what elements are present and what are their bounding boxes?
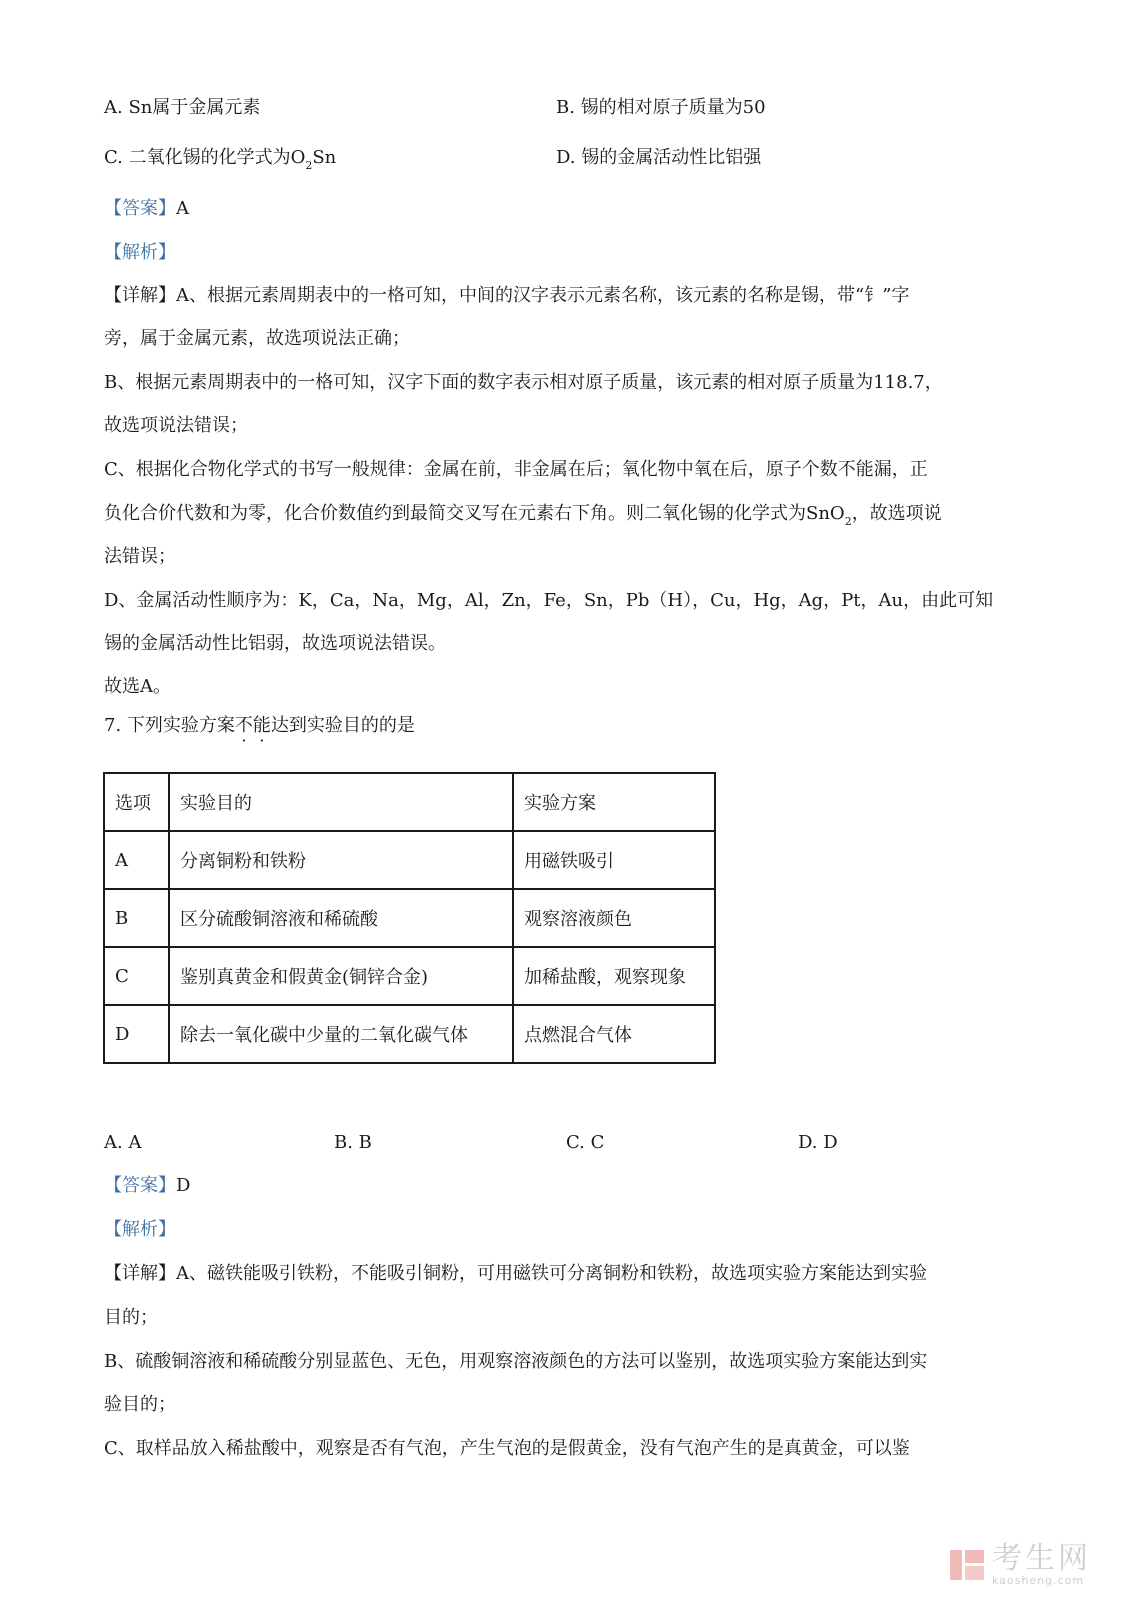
q7-answer — [104, 1174, 1041, 1198]
logo-text — [992, 1543, 1091, 1587]
answer-tag: 【答案】 — [104, 1175, 176, 1196]
q6-option-b: B. 锡的相对原子质量为50 — [556, 97, 766, 118]
q6-option-c — [104, 146, 336, 172]
q7-detail-line-3: B、硫酸铜溶液和稀硫酸分别显蓝色、无色，用观察溶液颜色的方法可以鉴别，故选项实验方案能达到实 — [104, 1351, 928, 1372]
q6-analysis-heading — [104, 241, 1041, 265]
table-cell: 加稀盐酸，观察现象 — [513, 947, 715, 1005]
q6-option-c-tail: Sn — [312, 147, 337, 168]
table-header-row — [104, 773, 715, 831]
answer-value: D — [176, 1175, 191, 1196]
q6-detail-line-5: C、根据化合物化学式的书写一般规律：金属在前，非金属在后；氧化物中氧在后，原子个数不能漏，正 — [104, 459, 928, 480]
q6-detail-line-8: D、金属活动性顺序为：K，Ca，Na，Mg，Al，Zn，Fe，Sn，Pb（H），Cu，Hg，Ag，Pt，Au，由此可知 — [104, 590, 994, 611]
q6-detail-line-4: 故选项说法错误； — [104, 415, 248, 436]
q7-stem-text: 7. 下列实验方案 — [104, 715, 235, 736]
q6-conclusion: 故选A。 — [104, 676, 171, 697]
table-cell: 观察溶液颜色 — [513, 889, 715, 947]
q7-stem-text-tail: 达到实验目的的是 — [270, 715, 415, 736]
watermark-url: kaosheng.com — [992, 1574, 1085, 1587]
table-row — [104, 1005, 715, 1063]
header-cell-plan: 实验方案 — [513, 773, 715, 831]
table-cell: A — [104, 831, 169, 889]
q7-stem-emphasis: 能 — [252, 715, 271, 736]
q6-option-a: A. Sn属于金属元素 — [104, 97, 261, 118]
table-cell: 区分硫酸铜溶液和稀硫酸 — [169, 889, 513, 947]
header-cell-purpose: 实验目的 — [169, 773, 513, 831]
detail-text-tail: ，故选项说 — [851, 503, 942, 524]
q6-option-c-text: C. 二氧化锡的化学式为O — [104, 147, 306, 168]
table-cell: C — [104, 947, 169, 1005]
detail-tag: 【详解】 — [104, 285, 176, 306]
logo-mark-icon — [950, 1548, 984, 1582]
table-cell: 除去一氧化碳中少量的二氧化碳气体 — [169, 1005, 513, 1063]
detail-text: 负化合价代数和为零，化合价数值约到最简交叉写在元素右下角。则二氧化锡的化学式为SnO — [104, 503, 845, 524]
table-cell: 鉴别真黄金和假黄金(铜锌合金) — [169, 947, 513, 1005]
detail-text: A、磁铁能吸引铁粉，不能吸引铜粉，可用磁铁可分离铜粉和铁粉，故选项实验方案能达到实验 — [176, 1263, 927, 1284]
q7-option-c: C. C — [566, 1132, 605, 1153]
q7-option-b: B. B — [334, 1132, 372, 1153]
answer-tag: 【答案】 — [104, 198, 176, 219]
analysis-tag: 【解析】 — [104, 242, 176, 263]
answer-value: A — [176, 198, 189, 219]
table-cell: B — [104, 889, 169, 947]
formula-subscript: 2 — [844, 515, 852, 528]
detail-text: A、根据元素周期表中的一格可知，中间的汉字表示元素名称，该元素的名称是锡，带“钅”字 — [176, 285, 910, 306]
watermark-name: 考生网 — [992, 1541, 1091, 1576]
table-row — [104, 947, 715, 1005]
table-cell: D — [104, 1005, 169, 1063]
q6-detail-line-1 — [104, 284, 1041, 308]
q6-detail-line-3: B、根据元素周期表中的一格可知，汉字下面的数字表示相对原子质量，该元素的相对原子质量为118.7， — [104, 372, 943, 393]
q7-detail-line-4: 验目的； — [104, 1394, 176, 1415]
q6-detail-line-2: 旁，属于金属元素，故选项说法正确； — [104, 328, 410, 349]
q6-answer — [104, 197, 1041, 221]
q6-option-c-subscript: 2 — [305, 159, 313, 172]
q7-stem-emphasis: 不 — [234, 715, 253, 736]
q7-detail-line-1 — [104, 1262, 1041, 1286]
table-row — [104, 831, 715, 889]
table-cell: 点燃混合气体 — [513, 1005, 715, 1063]
table-row — [104, 889, 715, 947]
table-cell: 用磁铁吸引 — [513, 831, 715, 889]
q7-analysis-heading — [104, 1218, 1041, 1242]
q7-option-a: A. A — [104, 1132, 142, 1153]
q7-detail-line-2: 目的； — [104, 1307, 158, 1328]
detail-tag: 【详解】 — [104, 1263, 176, 1284]
analysis-tag: 【解析】 — [104, 1219, 176, 1240]
q6-option-d: D. 锡的金属活动性比铝强 — [556, 147, 762, 168]
q6-detail-line-7: 法错误； — [104, 546, 176, 567]
q6-detail-line-6 — [104, 502, 1041, 528]
q7-detail-line-5: C、取样品放入稀盐酸中，观察是否有气泡，产生气泡的是假黄金，没有气泡产生的是真黄金，可以鉴 — [104, 1438, 910, 1459]
q6-detail-line-9: 锡的金属活动性比铝弱，故选项说法错误。 — [104, 633, 446, 654]
q7-stem — [104, 714, 1041, 738]
experiment-table — [103, 772, 716, 1064]
watermark-logo — [950, 1543, 1091, 1587]
q7-option-d: D. D — [798, 1132, 838, 1153]
table-cell: 分离铜粉和铁粉 — [169, 831, 513, 889]
header-cell-option: 选项 — [104, 773, 169, 831]
